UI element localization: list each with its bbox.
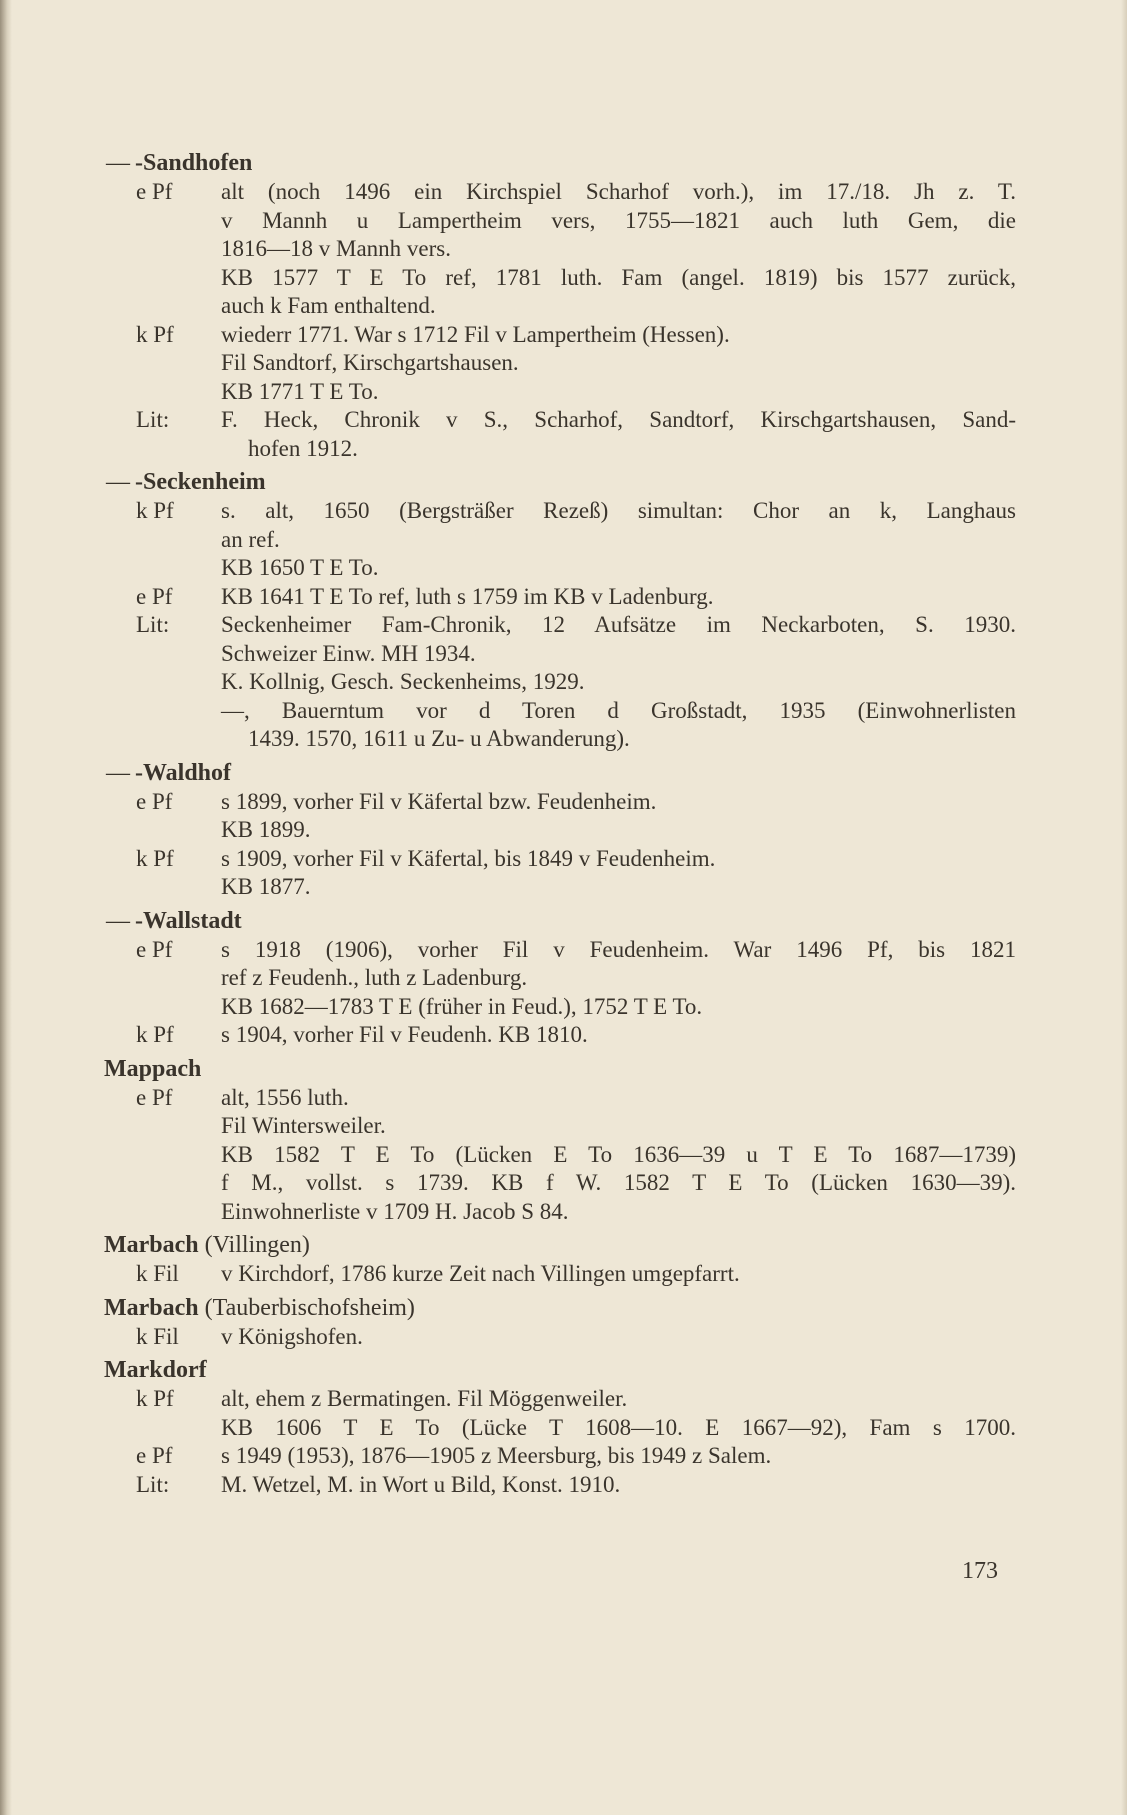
entry-text-line: s 1949 (1953), 1876—1905 z Meersburg, bis 1949 z Salem. (221, 1443, 772, 1468)
entry-label: Lit: (136, 612, 170, 637)
heading-title: -Sandhofen (135, 150, 253, 176)
entry-text-line: s 1909, vorher Fil v Käfertal, bis 1849 v Feudenheim. (221, 845, 716, 871)
entry-text-line: Schweizer Einw. MH 1934. (221, 640, 476, 666)
entry-text-line: alt, ehem z Bermatingen. Fil Möggenweiler. (221, 1386, 628, 1411)
entry-label: e Pf (136, 788, 173, 814)
entry (0, 1385, 1127, 1442)
entry-text-line: auch k Fam enthaltend. (221, 293, 436, 318)
entry-text-line: ref z Feudenh., luth z Ladenburg. (221, 965, 528, 990)
section (0, 1230, 1127, 1293)
section-heading (0, 1293, 1127, 1323)
entry-text-line: alt, 1556 luth. (221, 1084, 349, 1110)
entry-text-line: 1439. 1570, 1611 u Zu- u Abwanderung). (248, 726, 630, 751)
entry-label: e Pf (136, 936, 173, 962)
section-heading (0, 1355, 1127, 1385)
entry-label: k Fil (136, 1323, 179, 1349)
entry-label: k Pf (136, 498, 174, 523)
entry-text-line: KB 1877. (221, 874, 311, 899)
entry-text-line: KB 1682—1783 T E (früher in Feud.), 1752 T E To. (221, 993, 703, 1019)
heading-dash: — (106, 469, 129, 495)
entry-text-line: KB 1582 T E To (Lücken E To 1636—39 u T E To 1687—1739) (221, 1141, 1016, 1167)
entry-label: k Pf (136, 1022, 174, 1047)
heading-dash: — (106, 150, 129, 176)
entry-label: e Pf (136, 1443, 173, 1468)
entry-text-line: alt (noch 1496 ein Kirchspiel Scharhof vorh.), im 17./18. Jh z. T. (221, 179, 1016, 204)
heading-title: Mappach (104, 1055, 202, 1082)
heading-title: -Seckenheim (135, 469, 266, 495)
entry-text-line: v Kirchdorf, 1786 kurze Zeit nach Villingen umgepfarrt. (221, 1261, 740, 1286)
entry-text-line: f M., vollst. s 1739. KB f W. 1582 T E To (Lücken 1630—39). (221, 1170, 1016, 1195)
entry (0, 845, 1127, 902)
entry (0, 178, 1127, 321)
heading-title: Markdorf (104, 1357, 207, 1383)
section-heading (0, 758, 1127, 788)
section-heading (0, 467, 1127, 497)
section-heading (0, 1230, 1127, 1260)
entry (0, 1442, 1127, 1471)
heading-title: Marbach (104, 1294, 199, 1321)
section-heading (0, 906, 1127, 936)
entry-text-line: —, Bauerntum vor d Toren d Großstadt, 1935 (Einwohnerlisten (221, 697, 1016, 723)
entry (0, 321, 1127, 407)
entry-label: e Pf (136, 1084, 173, 1110)
entry-text-line: an ref. (221, 526, 280, 552)
entry (0, 936, 1127, 1022)
heading-title: -Waldhof (135, 759, 232, 786)
entry (0, 1084, 1127, 1227)
entry-text-line: KB 1577 T E To ref, 1781 luth. Fam (angel. 1819) bis 1577 zurück, (221, 264, 1016, 290)
entry-label: k Pf (136, 1386, 174, 1411)
section-heading (0, 148, 1127, 178)
entry (0, 1021, 1127, 1050)
entry-label: Lit: (136, 407, 170, 432)
entry-text-line: v Mannh u Lampertheim vers, 1755—1821 auch luth Gem, die (221, 207, 1016, 233)
section (0, 1355, 1127, 1503)
section (0, 1293, 1127, 1356)
entry (0, 406, 1127, 463)
entry (0, 788, 1127, 845)
entry-text-line: KB 1899. (221, 817, 311, 842)
section-heading (0, 1054, 1127, 1084)
entry-text-line: s 1918 (1906), vorher Fil v Feudenheim. War 1496 Pf, bis 1821 (221, 936, 1016, 962)
heading-dash: — (106, 759, 129, 786)
entry-text-line: M. Wetzel, M. in Wort u Bild, Konst. 1910. (221, 1471, 621, 1497)
entry-text-line: KB 1641 T E To ref, luth s 1759 im KB v Ladenburg. (221, 583, 714, 609)
entry-text-line: KB 1606 T E To (Lücke T 1608—10. E 1667—92), Fam s 1700. (221, 1414, 1016, 1440)
entry-text-line: KB 1650 T E To. (221, 555, 379, 580)
entry-text-line: s 1904, vorher Fil v Feudenh. KB 1810. (221, 1022, 588, 1047)
entry-text-line: Einwohnerliste v 1709 H. Jacob S 84. (221, 1198, 569, 1224)
entry-text-line: Fil Wintersweiler. (221, 1113, 386, 1138)
heading-qualifier: (Tauberbischofsheim) (198, 1294, 415, 1321)
heading-qualifier: (Villingen) (198, 1232, 310, 1258)
entry-label: k Pf (136, 845, 174, 871)
entry (0, 497, 1127, 583)
entry-label: k Fil (136, 1261, 179, 1286)
entry-text-line: KB 1771 T E To. (221, 378, 379, 404)
entry (0, 583, 1127, 612)
entry-text-line: 1816—18 v Mannh vers. (221, 236, 451, 261)
entry-text-line: s 1899, vorher Fil v Käfertal bzw. Feudenheim. (221, 788, 657, 814)
page-body (0, 148, 1127, 1503)
entry-text-line: Fil Sandtorf, Kirschgartshausen. (221, 350, 519, 375)
entry-text-line: K. Kollnig, Gesch. Seckenheims, 1929. (221, 669, 585, 694)
entry (0, 1323, 1127, 1352)
section-gap (0, 1499, 1127, 1503)
entry (0, 1260, 1127, 1289)
section (0, 148, 1127, 467)
section (0, 906, 1127, 1054)
heading-dash: — (106, 907, 129, 934)
entry (0, 611, 1127, 754)
entry-text-line: wiederr 1771. War s 1712 Fil v Lampertheim (Hessen). (221, 321, 730, 347)
entry-label: k Pf (136, 321, 174, 347)
heading-title: Marbach (104, 1232, 199, 1258)
entry (0, 1471, 1127, 1500)
entry-text-line: s. alt, 1650 (Bergsträßer Rezeß) simultan: Chor an k, Langhaus (221, 498, 1016, 523)
entry-label: Lit: (136, 1471, 170, 1497)
entry-text-line: v Königshofen. (221, 1323, 363, 1349)
section (0, 467, 1127, 758)
section (0, 1054, 1127, 1231)
heading-title: -Wallstadt (135, 907, 242, 934)
entry-text-line: F. Heck, Chronik v S., Scharhof, Sandtorf, Kirschgartshausen, Sand- (221, 407, 1016, 432)
page-number: 173 (962, 1558, 998, 1584)
section (0, 758, 1127, 906)
entry-text-line: Seckenheimer Fam-Chronik, 12 Aufsätze im Neckarboten, S. 1930. (221, 612, 1016, 637)
entry-label: e Pf (136, 583, 173, 609)
entry-text-line: hofen 1912. (248, 435, 358, 461)
entry-label: e Pf (136, 179, 173, 204)
